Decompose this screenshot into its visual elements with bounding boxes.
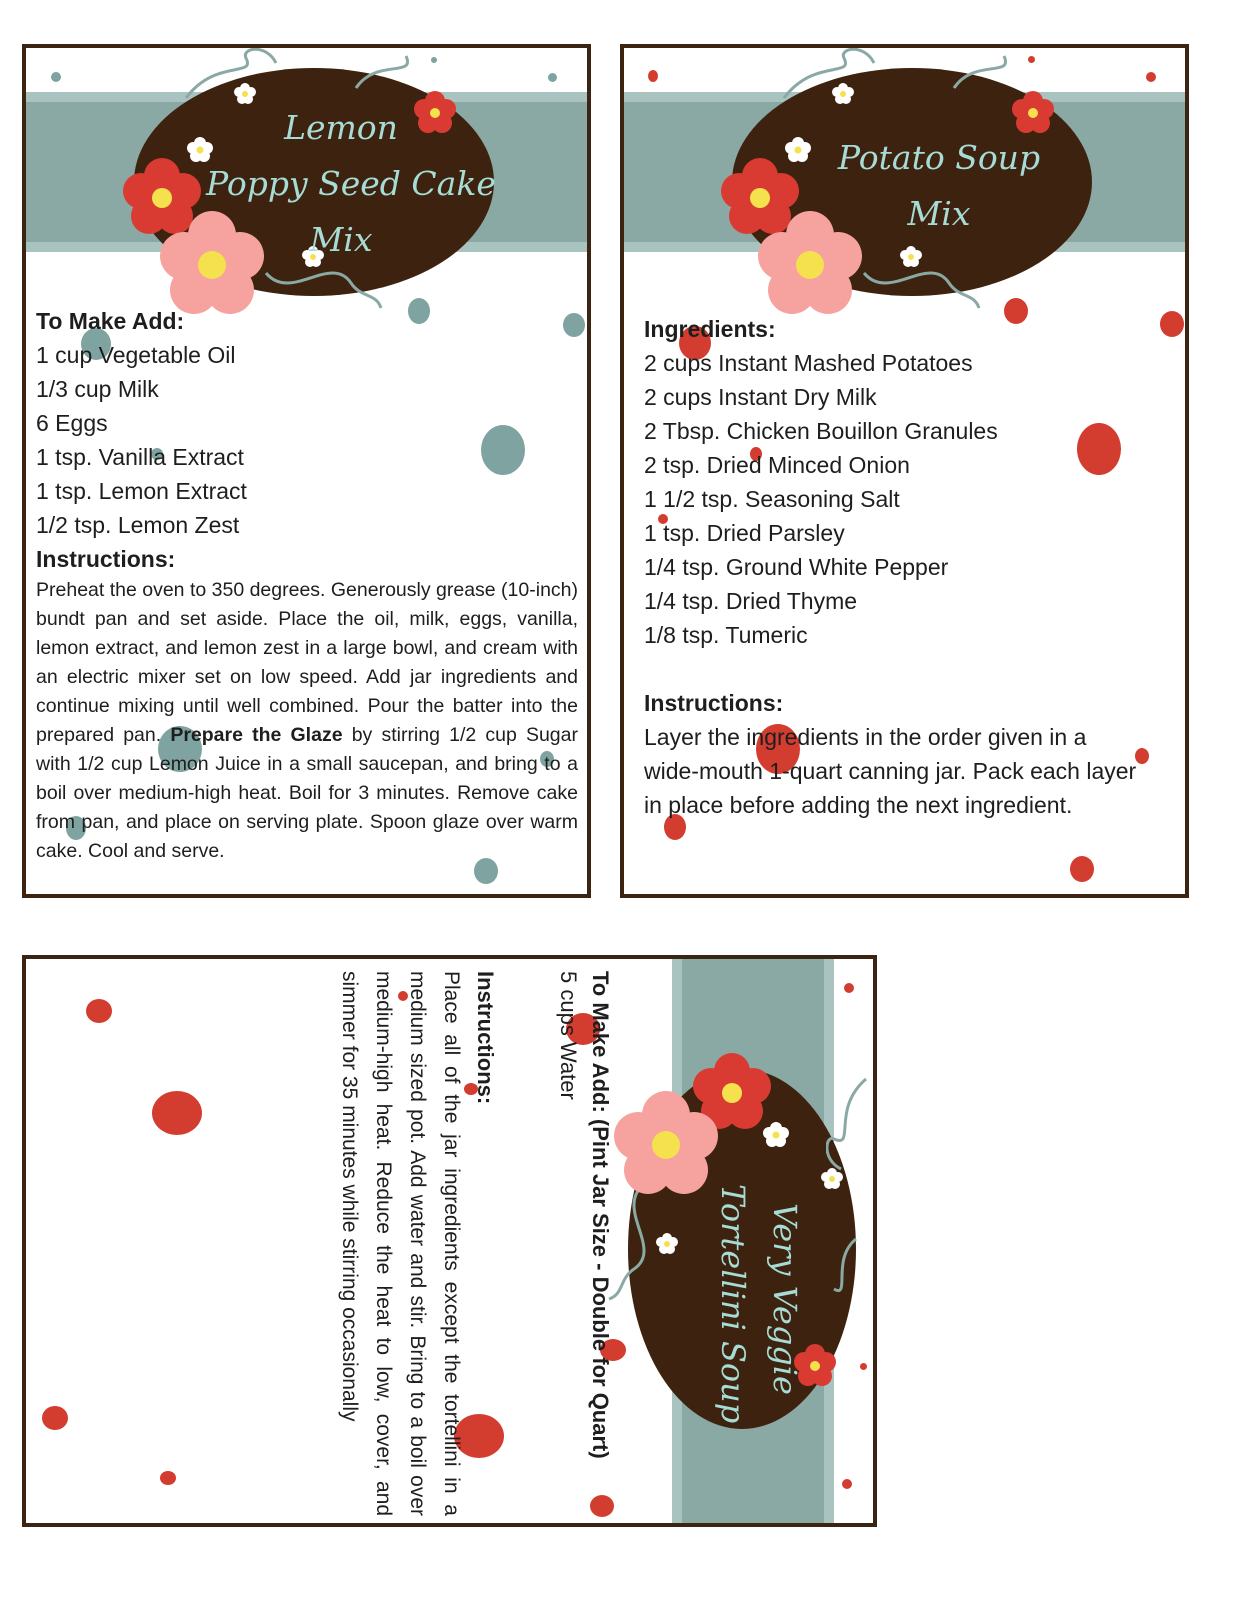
card-title (804, 130, 1074, 242)
section-heading: To Make Add: (Pint Jar Size - Double for Quart) (588, 971, 613, 1459)
list-item: 6 Eggs (36, 410, 108, 436)
flower-icon (898, 244, 924, 270)
list-item: 1 tsp. Dried Parsley (644, 520, 845, 546)
ingredients-section (644, 312, 1174, 822)
decor-dot (648, 70, 658, 82)
list-item: 2 Tbsp. Chicken Bouillon Granules (644, 418, 998, 444)
swirl-icon (859, 253, 989, 313)
decor-dot (548, 73, 557, 82)
section-heading: Instructions: (644, 690, 784, 716)
ingredient-list (644, 346, 1174, 652)
title-line: Lemon (284, 108, 398, 147)
flower-icon (819, 1166, 845, 1192)
decor-dot (42, 1406, 68, 1430)
decor-dot (1146, 72, 1156, 82)
list-item: 1 tsp. Vanilla Extract (36, 444, 244, 470)
decor-dot (86, 999, 112, 1023)
instructions-text: Layer the ingredients in the order given in a wide-mouth 1-quart canning jar. Pack each layer in place before adding the next ingredient. (644, 724, 1137, 818)
decor-dot (431, 57, 437, 63)
decor-dot (1028, 56, 1035, 63)
title-line: Tortellini Soup (714, 1184, 752, 1424)
title-line: Very Veggie (766, 1203, 804, 1395)
tortellini-recipe-card (22, 955, 877, 1527)
title-line: Potato Soup (837, 138, 1041, 177)
title-line: Mix (907, 194, 971, 233)
list-item: 2 cups Instant Dry Milk (644, 384, 877, 410)
decor-dot (152, 1091, 202, 1135)
instructions-text (36, 576, 578, 866)
list-item: 1/2 tsp. Lemon Zest (36, 512, 240, 538)
list-item: 2 cups Instant Mashed Potatoes (644, 350, 973, 376)
ingredient-list (36, 338, 576, 542)
list-item: 1/3 cup Milk (36, 376, 159, 402)
flower-icon (654, 1231, 680, 1257)
list-item: 1/4 tsp. Ground White Pepper (644, 554, 949, 580)
list-item: 1/8 tsp. Tumeric (644, 622, 808, 648)
ingredient-list (552, 971, 584, 1511)
list-item: 1/4 tsp. Dried Thyme (644, 588, 858, 614)
ingredients-section (552, 971, 616, 1511)
decor-dot (1070, 856, 1094, 882)
lemon-recipe-card (22, 44, 591, 898)
card-title (206, 100, 496, 268)
title-line: Mix (309, 220, 373, 259)
decor-dot (160, 1471, 176, 1485)
instructions-section (332, 971, 502, 1516)
flower-icon (760, 1119, 792, 1151)
list-item: 5 cups Water (556, 971, 581, 1100)
section-heading: To Make Add: (36, 308, 185, 334)
list-item: 1 1/2 tsp. Seasoning Salt (644, 486, 900, 512)
decor-dot (51, 72, 61, 82)
instructions-part: by stirring 1/2 cup Sugar with 1/2 cup Lemon Juice in a small saucepan, and bring to a boil over medium-high heat. Boil for 3 minutes. Remove cake from pan, and place on serving plate. Spoon glaze over warm cake. Cool and serve. (36, 724, 578, 862)
card-title (707, 1184, 811, 1424)
potato-recipe-card (620, 44, 1189, 898)
section-heading: Instructions: (36, 546, 176, 572)
flower-icon (830, 81, 856, 107)
section-heading: Instructions: (473, 971, 498, 1105)
list-item: 1 tsp. Lemon Extract (36, 478, 247, 504)
ingredients-section (36, 304, 576, 576)
instructions-text: Place all of the jar ingredients except the tortellini in a medium sized pot. Add water and stir. Bring to a boil over medium-high heat. Reduce the heat to low, cover, and simmer for 35 minutes while stirring occasionally (338, 971, 463, 1516)
title-line: Poppy Seed Cake (206, 164, 496, 203)
list-item: 2 tsp. Dried Minced Onion (644, 452, 910, 478)
decor-dot (844, 983, 854, 993)
glaze-label: Prepare the Glaze (170, 724, 343, 746)
decor-dot (842, 1479, 852, 1489)
section-heading: Ingredients: (644, 316, 776, 342)
decor-dot (860, 1363, 867, 1370)
instructions-part: Preheat the oven to 350 degrees. Generously grease (10-inch) bundt pan and set aside. Place the oil, milk, eggs, vanilla, lemon extract, and lemon zest in a large bowl, and cream with an electric mixer set on low speed. Add jar ingredients and continue mixing until well combined. Pour the batter into the prepared pan. (36, 579, 579, 746)
list-item: 1 cup Vegetable Oil (36, 342, 236, 368)
